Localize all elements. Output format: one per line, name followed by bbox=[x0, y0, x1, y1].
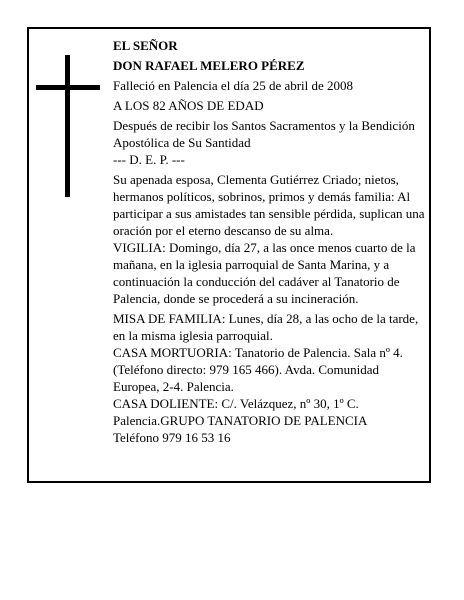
obituary-text bbox=[113, 37, 425, 446]
phone-text: Teléfono 979 16 53 16 bbox=[113, 430, 231, 445]
mourning-house-text: CASA DOLIENTE: C/. Velázquez, nº 30, 1º C. Palencia.GRUPO TANATORIO DE PALENCIA bbox=[113, 396, 368, 428]
cross-icon bbox=[65, 55, 70, 197]
mortuary-text: CASA MORTUORIA: Tanatorio de Palencia. Sala nº 4. (Teléfono directo: 979 165 466). Avda. Comunidad Europea, 2-4. Palencia. bbox=[113, 345, 403, 394]
death-notice: Falleció en Palencia el día 25 de abril de 2008 bbox=[113, 78, 354, 93]
deceased-name: DON RAFAEL MELERO PÉREZ bbox=[113, 58, 305, 73]
family-text: Su apenada esposa, Clementa Gutiérrez Criado; nietos, hermanos políticos, sobrinos, primos y demás familia: Al participar a sus amistades tan sensible pérdida, suplican una oración por el eterno descanso de su alma. bbox=[113, 172, 425, 238]
vigil-text: VIGILIA: Domingo, día 27, a las once menos cuarto de la mañana, en la iglesia parroquial de Santa Marina, y a continuación la conducción del cadáver al Tanatorio de Palencia, donde se procederá a su incineración. bbox=[113, 240, 416, 306]
rip-line: --- D. E. P. --- bbox=[113, 152, 185, 167]
sacraments-text: Después de recibir los Santos Sacramentos y la Bendición Apostólica de Su Santidad bbox=[113, 118, 415, 150]
obituary-title: EL SEÑOR bbox=[113, 38, 178, 53]
mass-text: MISA DE FAMILIA: Lunes, día 28, a las ocho de la tarde, en la misma iglesia parroquial. bbox=[113, 311, 419, 343]
age-line: A LOS 82 AÑOS DE EDAD bbox=[113, 98, 264, 113]
cross-icon-bar bbox=[36, 85, 100, 90]
